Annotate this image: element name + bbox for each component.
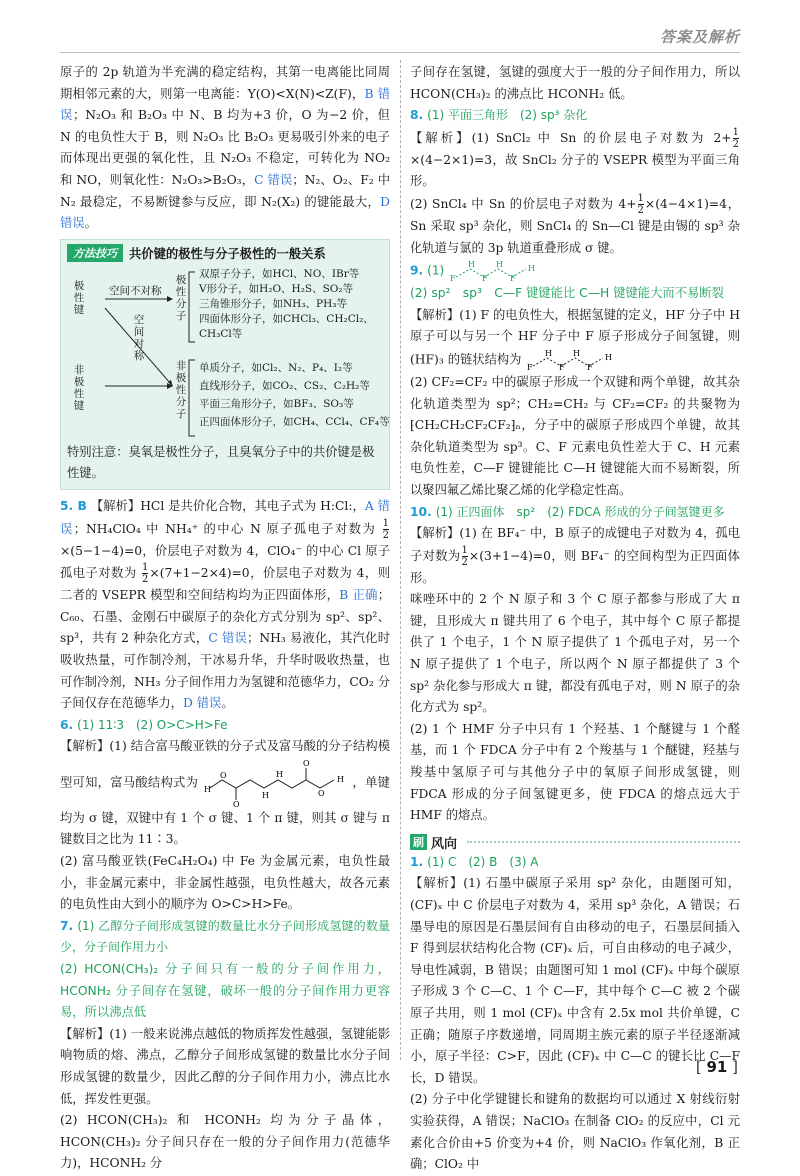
s1-answer: 1. (1) C (2) B (3) A (410, 854, 539, 869)
answer-c-wrong: C 错误 (254, 172, 293, 187)
q6-analysis: 【解析】(1) 结合富马酸亚铁的分子式及富马酸的分子结构模型可知，富马酸结构式为 H O O H O O H H ，单键均为 σ 键，双键中有 1 个 σ 键、1 个 π 键，则其 σ 键与 π 键数目之比为 11∶3。 (60, 739, 390, 847)
q9-answer-2: (2) sp² sp³ C—F 键键能比 C—H 键键能大而不易断裂 (410, 286, 724, 301)
atom-label: H (337, 774, 345, 784)
atom-label: H (276, 769, 284, 779)
q7-answer: 7. (1) 乙醇分子间形成氢键的数量比水分子间形成氢键的数量少，分子间作用力小 (60, 918, 390, 955)
method-note: 特别注意：臭氧是极性分子，且臭氧分子中的共价键是极性键。 (67, 444, 375, 481)
q10-answer: 10. (1) 正四面体 sp² (2) FDCA 形成的分子间氢键更多 (410, 504, 725, 519)
nonpolar-item: 正四面体形分子，如CH₄、CCl₄、CF₄等 (199, 415, 390, 428)
s1-analysis-2: (2) 分子中化学键键长和键角的数据均可以通过 X 射线衍射实验获得，A 错误；NaClO₃ 在制备 ClO₂ 的反应中，Cl 元素化合价由+5 价变为+4 价，则 NaClO₃ 作氧化剂，B 正确；ClO₂ 中 (410, 1092, 740, 1172)
q9-analysis: 【解析】(1) F 的电负性大，根据氢键的定义，HF 分子中 H 原子可以与另一个 HF 分子中 F 原子形成分子间氢键，则 (HF)₃ 的链状结构为 F H F H F H (410, 307, 740, 372)
atom-label: H (468, 260, 476, 270)
method-header (67, 244, 383, 262)
header-title: 答案及解析 (659, 28, 740, 46)
fumaric-acid-structure (202, 758, 352, 808)
atom-label: H (496, 260, 504, 270)
q7-answer-2: (2) HCON(CH₃)₂ 分子间只有一般的分子间作用力，HCONH₂ 分子间存在氢键，破坏一般的分子间作用力更容易，所以沸点低 (60, 962, 390, 1020)
label-sym: 空间对称 (133, 313, 145, 362)
atom-label: O (303, 758, 310, 768)
q10-analysis: 【解析】(1) 在 BF₄⁻ 中，B 原子的成键电子对数为 4，孤电子对数为 $\frac{1}{2}$ ×(3+1−4)=0，则 BF₄⁻ 的空间构型为正四面体形。 (410, 526, 740, 585)
atom-label: H (545, 348, 553, 358)
fraction: $\frac{1}{2}$ (382, 517, 389, 541)
answer-b-wrong: B 错误 (60, 86, 391, 123)
label-asym: 空间不对称 (109, 284, 162, 297)
paragraph-q4-tail: 原子的 2p 轨道为半充满的稳定结构，其第一电离能比同周期相邻元素的大，则第一电离能：Y(O)<X(N)<Z(F)，B 错误；N₂O₃ 和 B₂O₃ 中 N、B 均为+3 价，O 为−2 价，但 N 的电负性大于 B，则 N₂O₃ 比 B₂O₃ 更易吸引外来的电子而体现出更强的氧化性，且 N₂O₃ 不稳定，可转化为 NO₂ 和 NO，则氧化性：N₂O₃>B₂O₃，C 错误；N₂、O₂、F₂ 中 N₂ 最稳定，不易断键参与反应，即 N₂(X₂) 的键能最大，D 错误。 (60, 65, 391, 231)
q9-answer: 9. (1) F H F H F H (410, 259, 740, 283)
atom-label: O (318, 788, 325, 798)
label-polar-mol: 极性分子 (175, 273, 187, 322)
label-nonpolar-bond: 非极性键 (73, 363, 85, 412)
method-title: 共价键的极性与分子极性的一般关系 (129, 246, 326, 261)
q8-analysis: 【解析】(1) SnCl₂ 中 Sn 的价层电子对数为 2+ $\frac{1}{2}$ ×(4−2×1)=3，故 SnCl₂ 分子的 VSEPR 模型为平面三角形。 (410, 126, 740, 189)
q8-analysis-2: (2) SnCl₄ 中 Sn 的价层电子对数为 4+ $\frac{1}{2}$ ×(4−4×1)=4，Sn 采取 sp³ 杂化，则 SnCl₄ 的 Sn—Cl 键是由锡的 sp³ 杂化轨道与氯的 3p 轨道重叠形成 σ 键。 (410, 192, 740, 255)
method-tag: 方法技巧 (67, 244, 123, 262)
atom-label: F (450, 274, 456, 284)
atom-label: F (559, 362, 565, 372)
label-polar-bond: 极性键 (73, 279, 85, 316)
atom-label: H (605, 352, 613, 362)
atom-label: F (510, 274, 516, 284)
atom-label: H (204, 784, 212, 794)
answer-d-wrong: D 错误 (60, 194, 390, 231)
q5-number: 5. B (60, 498, 87, 513)
polarity-diagram (67, 266, 390, 442)
q9-analysis-2: (2) CF₂=CF₂ 中的碳原子形成一个双键和两个单键，故其杂化轨道类型为 sp²；CH₂=CH₂ 与 CF₂=CF₂ 的共聚物为 ⁅CH₂CH₂CF₂CF₂⁆ₙ，分子中的碳原子形成四个单键，故其杂化轨道类型为 sp³。C、F 元素电负性差大于 C、H 元素电负性差，C—F 键键能比 C—H 键键能大而不易断裂，所以聚四氟乙烯比聚乙烯的化学稳定性高。 (410, 374, 740, 497)
q7-analysis-2: (2) HCON(CH₃)₂ 和 HCONH₂ 均为分子晶体，HCON(CH₃)₂ 分子间只存在一般的分子间作用力(范德华力)，HCONH₂ 分 (60, 1113, 390, 1171)
right-column (410, 62, 740, 1176)
page-number: [ 91 ] (695, 1058, 738, 1076)
method-box (60, 239, 390, 490)
fraction: $\frac{1}{2}$ (142, 562, 149, 586)
polar-item: V形分子，如H₂O、H₂S、SO₂等 (199, 282, 354, 295)
q10-analysis-2: 咪唑环中的 2 个 N 原子和 3 个 C 原子都参与形成了大 π 键，且形成大 π 键共用了 6 个电子，其中每个 C 原子都提供了 1 个电子，1 个 N 原子提供了 1 个孤电子对，另一个 N 原子提供了 1 个电子，所以两个 N 原子都提供了 3 个 sp² 杂化参与形成大 π 键，都没有孤电子对，则 N 原子的杂化方式为 sp²。 (410, 592, 740, 715)
hf-chain-structure-2 (525, 348, 625, 372)
q10-analysis-3: (2) 1 个 HMF 分子中只有 1 个羟基、1 个醚键与 1 个醛基，而 1 个 FDCA 分子中有 2 个羧基与 1 个醚键，羟基与羧基中氢原子可与其他分子中的氧原子间形成氢键，则 FDCA 形成的分子间氢键更多，使 FDCA 的熔点远大于 HMF 的熔点。 (410, 721, 740, 823)
column-divider (400, 60, 401, 1060)
atom-label: H (573, 348, 581, 358)
section-dots (467, 841, 740, 843)
q6-analysis-2: (2) 富马酸亚铁(FeC₄H₂O₄) 中 Fe 为金属元素，电负性最小，非金属元素中，非金属性越强，电负性越大，故各元素的电负性由大到小的顺序为 O>C>H>Fe。 (60, 854, 390, 912)
polar-item: CH₃Cl等 (199, 327, 243, 340)
q7-analysis: 【解析】(1) 一般来说沸点越低的物质挥发性越强，氢键能影响物质的熔、沸点，乙醇分子间形成氢键的数量比水分子间形成氢键的数量少，因此乙醇的分子间作用力小，沸点比水低，挥发性更强。 (60, 1026, 390, 1106)
polar-item: 三角锥形分子，如NH₃、PH₃等 (199, 297, 347, 310)
atom-label: F (587, 362, 593, 372)
section-header (410, 833, 740, 852)
atom-label: F (482, 274, 488, 284)
header-rule (60, 52, 740, 53)
q6-answer: 6. (1) 11∶3 (2) O>C>H>Fe (60, 717, 228, 732)
nonpolar-item: 平面三角形分子，如BF₃、SO₃等 (199, 397, 354, 410)
polar-item: 四面体形分子，如CHCl₃、CH₂Cl₂、 (199, 312, 374, 325)
left-column (60, 62, 390, 1175)
atom-label: O (233, 799, 240, 809)
nonpolar-item: 直线形分子，如CO₂、CS₂、C₂H₂等 (199, 379, 370, 392)
hf-chain-structure (448, 259, 548, 283)
fraction: $\frac{1}{2}$ (461, 544, 468, 568)
section-label: 风向 (431, 836, 458, 852)
fraction: $\frac{1}{2}$ (732, 126, 739, 150)
polar-item: 双原子分子，如HCl、NO、IBr等 (199, 267, 360, 280)
fraction: $\frac{1}{2}$ (637, 192, 644, 216)
atom-label: H (262, 790, 270, 800)
atom-label: H (528, 264, 536, 274)
s1-analysis: 【解析】(1) 石墨中碳原子采用 sp² 杂化，由题图可知，(CF)ₓ 中 C 价层电子对数为 4，采用 sp³ 杂化，A 错误；石墨导电的原因是石墨层间有自由移动的电子，石墨层间插入 F 得到层状结构化合物 (CF)ₓ 后，可自由移动的电子减少，导电性减弱，B 错误；由题图可知 1 mol (CF)ₓ 中每个碳原子形成 3 个 C—C、1 个 C—F，其中每个 C—C 被 2 个碳原子共用，则 1 mol (CF)ₓ 中含有 2.5x mol 共价单键，C 正确；随原子序数递增，同周期主族元素的原子半径逐渐减小，原子半径：C>F，因此 (CF)ₓ 中 C—C 的键长比 C—F 长，D 错误。 (410, 876, 740, 1085)
q7-analysis-tail: 子间存在氢键，氢键的强度大于一般的分子间作用力，所以 HCON(CH₃)₂ 的沸点比 HCONH₂ 低。 (410, 65, 740, 101)
nonpolar-item: 单质分子，如Cl₂、N₂、P₄、I₂等 (199, 361, 353, 374)
q5-paragraph: 5. B 【解析】HCl 是共价化合物，其电子式为 H:Cl:，A 错误；NH₄ClO₄ 中 NH₄⁺ 的中心 N 原子孤电子对数为 $\frac{1}{2}$ ×(5−1−4)=0，价层电子对数为 4，ClO₄⁻ 的中心 Cl 原子孤电子对数为 $\frac{1}{2}$ ×(7+1−2×4)=0，价层电子对数为 4，则二者的 VSEPR 模型和空间结构均为正四面体形，B 正确；C₆₀、石墨、金刚石中碳原子的杂化方式分别为 sp²、sp²、sp³，共有 2 种杂化方式，C 错误；NH₃ 易液化，其汽化时吸收热量，可作制冷剂，干冰易升华，升华时吸收热量，也可作制冷剂，NH₃ 分子间作用力为氢键和范德华力，CO₂ 分子间仅存在范德华力，D 错误。 (60, 498, 390, 711)
atom-label: F (527, 362, 533, 372)
label-nonpolar-mol: 非极性分子 (175, 359, 187, 420)
section-tag: 刷 (410, 834, 427, 850)
q8-answer: 8. (1) 平面三角形 (2) sp³ 杂化 (410, 108, 588, 123)
atom-label: O (220, 770, 227, 780)
